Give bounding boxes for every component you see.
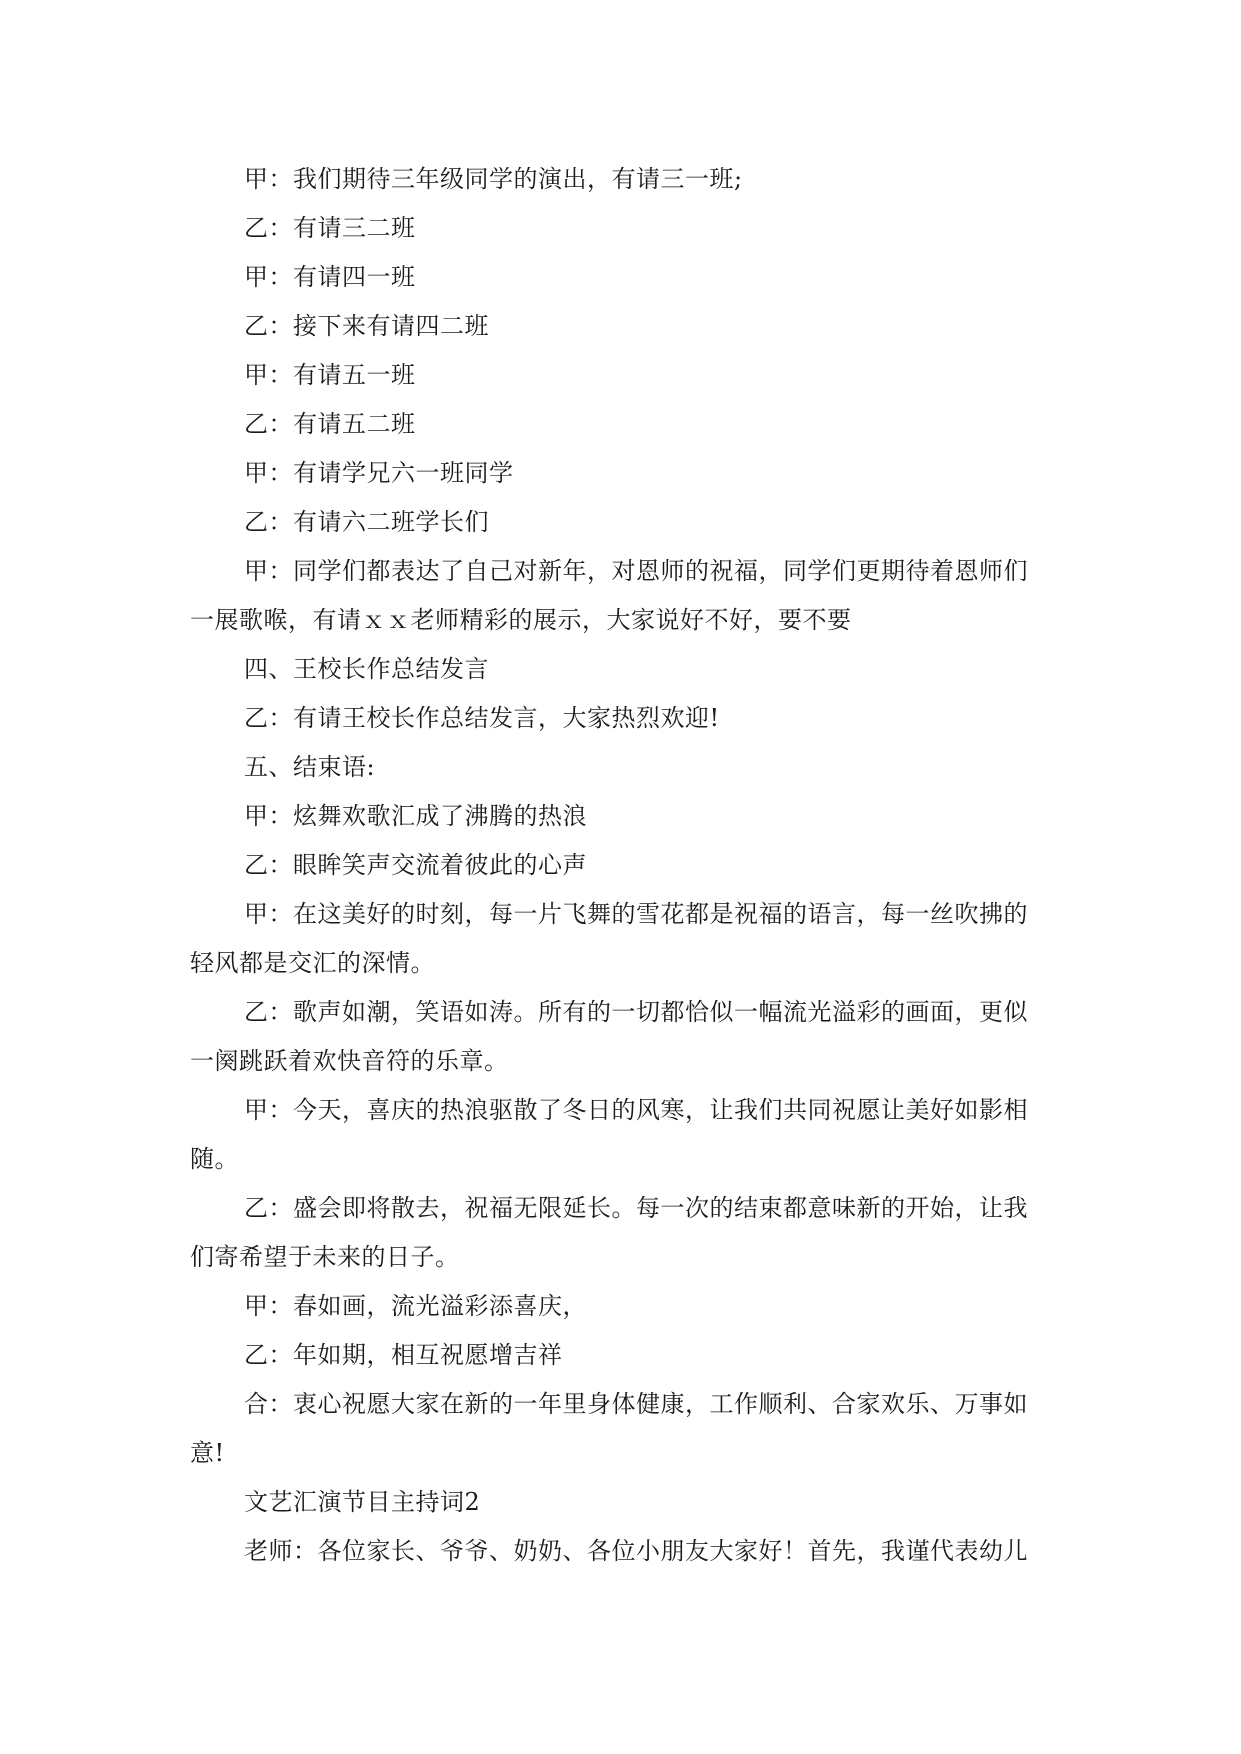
paragraph: 甲：春如画，流光溢彩添喜庆， — [244, 1292, 587, 1320]
paragraph: 乙：年如期，相互祝愿增吉祥 — [244, 1341, 563, 1369]
paragraph: 乙：歌声如潮，笑语如涛。所有的一切都恰似一幅流光溢彩的画面，更似一阕跳跃着欢快音符的乐章。 — [190, 998, 1028, 1075]
paragraph: 甲：有请五一班 — [244, 361, 416, 389]
paragraph: 乙：有请六二班学长们 — [244, 508, 489, 536]
section-heading: 四、王校长作总结发言 — [244, 655, 489, 683]
paragraph: 乙：有请王校长作总结发言，大家热烈欢迎! — [244, 704, 720, 732]
paragraph: 乙：接下来有请四二班 — [244, 312, 489, 340]
paragraph: 乙：有请五二班 — [244, 410, 416, 438]
paragraph: 甲：有请学兄六一班同学 — [244, 459, 514, 487]
paragraph: 甲：炫舞欢歌汇成了沸腾的热浪 — [244, 802, 587, 830]
paragraph: 乙：眼眸笑声交流着彼此的心声 — [244, 851, 587, 879]
paragraph: 老师：各位家长、爷爷、奶奶、各位小朋友大家好！首先，我谨代表幼儿 — [244, 1537, 1028, 1565]
section-title: 文艺汇演节目主持词2 — [244, 1488, 481, 1516]
paragraph: 甲：我们期待三年级同学的演出，有请三一班; — [244, 165, 743, 193]
paragraph: 甲：在这美好的时刻，每一片飞舞的雪花都是祝福的语言，每一丝吹拂的轻风都是交汇的深情。 — [190, 900, 1028, 977]
document-body — [190, 155, 1038, 1576]
paragraph: 合：衷心祝愿大家在新的一年里身体健康，工作顺利、合家欢乐、万事如意! — [190, 1390, 1028, 1467]
paragraph: 甲：今天，喜庆的热浪驱散了冬日的风寒，让我们共同祝愿让美好如影相随。 — [190, 1096, 1028, 1173]
paragraph: 乙：有请三二班 — [244, 214, 416, 242]
paragraph: 乙：盛会即将散去，祝福无限延长。每一次的结束都意味新的开始，让我们寄希望于未来的日子。 — [190, 1194, 1028, 1271]
paragraph: 甲：有请四一班 — [244, 263, 416, 291]
section-heading: 五、结束语: — [244, 753, 376, 781]
paragraph: 甲：同学们都表达了自己对新年，对恩师的祝福，同学们更期待着恩师们一展歌喉，有请ｘｘ老师精彩的展示，大家说好不好，要不要 — [190, 557, 1028, 634]
